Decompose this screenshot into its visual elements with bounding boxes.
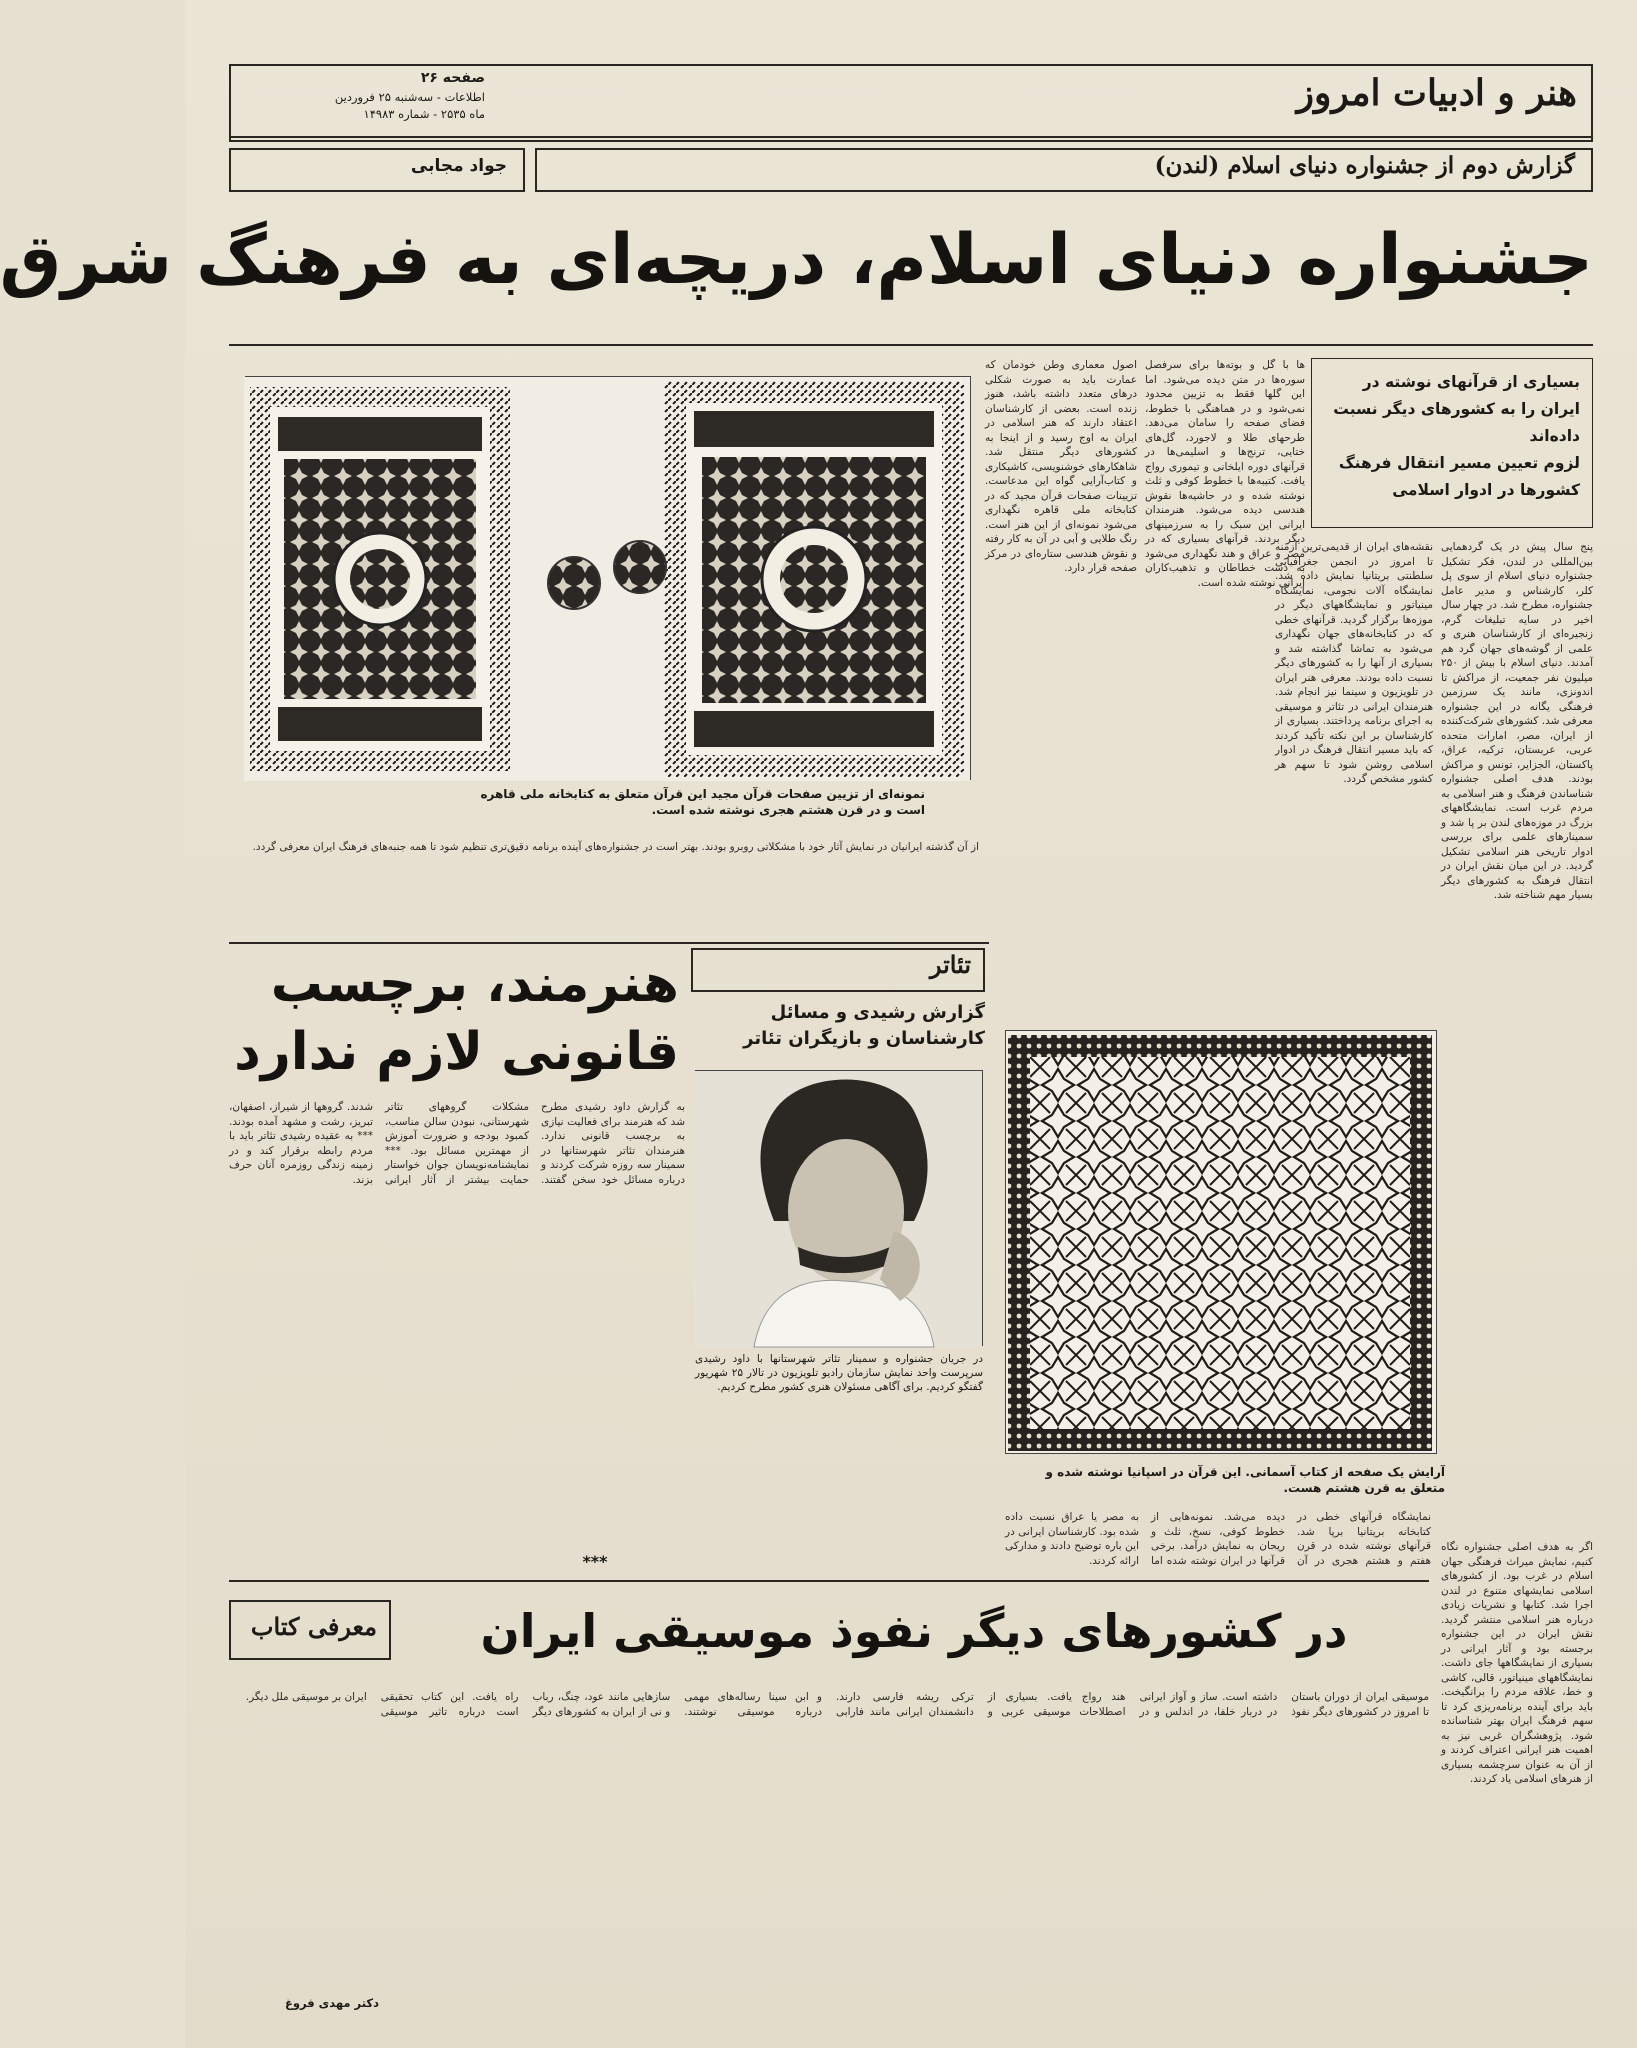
quran-pages-image	[245, 376, 971, 780]
highlight-line: داده‌اند	[1529, 427, 1580, 445]
issue-line: ماه ۲۵۳۵ - شماره ۱۴۹۸۳	[363, 107, 485, 121]
music-headline: در کشورهای دیگر نفوذ موسیقی ایران	[480, 1604, 1348, 1658]
theatre-text: به گزارش داود رشیدی مطرح شد که هنرمند برای فعالیت نیازی به برچسب قانونی ندارد. هنرمندان تئاتر شهرستانها در سمینار سه روزه شرکت کردند و درباره مسائل خود سخن گفتند. مشکلات گروههای تئاتر شهرستانی، نبودن سالن مناسب، کمبود بودجه و ضرورت آموزش از مهمترین مسائل بود. *** نمایشنامه‌نویسان جوان خواستار حمایت بیشتر از آثار ایرانی شدند. گروهها از شیراز، اصفهان، تبریز، رشت و مشهد آمده بودند. *** به عقیده رشیدی تئاتر باید با مردم رابطه برقرار کند و در زمینه زندگی روزمره آنان حرف بزند.	[229, 1101, 685, 1186]
report-kicker: گزارش دوم از جشنواره دنیای اسلام (لندن)	[1154, 152, 1575, 179]
music-signature: دکتر مهدی فروغ	[284, 1996, 379, 2010]
theatre-rule	[229, 942, 989, 944]
highlight-line: بسیاری از قرآنهای نوشته در	[1362, 373, 1580, 391]
ornament-image	[1005, 1030, 1437, 1454]
ornament-illustration	[1004, 1031, 1436, 1455]
headline-rule	[229, 344, 1593, 346]
body-misc: از آن گذشته ایرانیان در نمایش آثار خود با مشکلاتی روبرو بودند. بهتر است در جشنواره‌های آینده برنامه دقیق‌تری تنظیم شود تا همه جنبه‌های فرهنگ ایران معرفی گردد.	[252, 841, 979, 853]
quran-pages-illustration	[244, 377, 970, 781]
theatre-label: تئاتر	[929, 950, 971, 979]
theatre-headline-2: قانونی لازم ندارد	[234, 1022, 679, 1082]
page-number: صفحه ۲۶	[420, 70, 485, 86]
music-label: معرفی کتاب	[250, 1612, 377, 1641]
quran-column: نمایشگاه قرآنهای خطی در کتابخانه بریتانیا برپا شد. قرآنهای نوشته شده در قرن هفتم و هشتم هجری در آن دیده می‌شد. نمونه‌هایی از خطوط کوفی، نسخ، ثلث و ریحان به نمایش درآمد. برخی قرآنها در ایران نوشته شده اما به مصر یا عراق نسبت داده شده بود. کارشناسان ایرانی در این باره توضیح دادند و مدارکی ارائه کردند.	[1005, 1511, 1431, 1567]
theatre-headline-1: هنرمند، برچسب	[270, 954, 679, 1014]
theatre-stars: ***	[582, 1552, 608, 1571]
body-column-4: اصول معماری وطن خودمان که عمارت باید به صورت شکلی درهای متعدد داشته باشد، هنوز زنده است. بعضی از کارشناسان اعتقاد دارند که هنر اسلامی در ایران به اوج رسید و از اینجا به کشورهای دیگر منتقل شد. شاهکارهای خوشنویسی، کاشیکاری و کتاب‌آرایی گواه این مدعاست. تزیینات صفحات قرآن مجید که در کتابخانه ملی قاهره نگهداری می‌شود نمونه‌ای از این هنر است. رنگ طلایی و آبی در آن به کار رفته و نقوش هندسی ستاره‌ای در مرکز صفحه قرار دارد.	[985, 359, 1137, 574]
quran-pages-caption: نمونه‌ای از تزیین صفحات قرآن مجید این قرآن متعلق به کتابخانه ملی قاهره است و در قرن هشتم هجری نوشته شده است.	[480, 787, 925, 817]
section-title: هنر و ادبیات امروز	[1296, 72, 1577, 114]
highlight-line: کشورها در ادوار اسلامی	[1392, 481, 1580, 499]
highlight-line: لزوم تعیین مسیر انتقال فرهنگ	[1338, 454, 1580, 472]
masthead-rule	[229, 136, 1593, 138]
portrait-illustration	[694, 1071, 982, 1347]
body-column-2: نقشه‌های ایران از قدیمی‌ترین ازمنه تا امروز در انجمن جغرافیایی سلطنتی بریتانیا نمایش داده شد. نمایشگاه آلات نجومی، نمایشگاه مینیاتور و نمایشگاههای دیگر در موزه‌ها برگزار گردید. قرآنهای خطی که در کتابخانه‌های جهان نگهداری می‌شود به تماشا گذاشته شد و بسیاری از آنها را به کشورهای دیگر نسبت داده بودند. معرفی هنر ایران در تلویزیون و سینما نیز انجام شد. هنرمندان ایرانی در تئاتر و موسیقی به اجرای برنامه پرداختند. بسیاری از کارشناسان بر این نکته تأکید کردند که باید مسیر انتقال فرهنگ در ادوار اسلامی روشن شود تا سهم هر کشور مشخص گردد.	[1275, 541, 1433, 785]
body-column-right-long: اگر به هدف اصلی جشنواره نگاه کنیم، نمایش میراث فرهنگی جهان اسلام در غرب بود. از کشورهای اسلامی نمایشهای متنوع در لندن اجرا شد. کتابها و نشریات زیادی درباره هنر اسلامی منتشر گردید. نقش ایران در این جشنواره برجسته بود و آثار ایرانی در بسیاری از نمایشگاهها جای داشت. نمایشگاههای مینیاتور، قالی، کاشی و خط، علاقه مردم را برانگیخت. باید برای آینده برنامه‌ریزی کرد تا سهم فرهنگ ایران بهتر شناسانده شود. پژوهشگران غربی نیز به اهمیت هنر ایرانی اعتراف کردند و از آن به عنوان سرچشمه بسیاری از هنرهای اسلامی یاد کردند.	[1441, 1541, 1593, 1785]
report-author: جواد مجابی	[410, 156, 507, 176]
music-rule	[229, 1580, 1429, 1582]
body-column-1: پنج سال پیش در یک گردهمایی بین‌المللی در لندن، فکر تشکیل جشنواره دنیای اسلام از سوی پل کلر، کارشناس و مدیر عامل جشنواره، مطرح شد. در چهار سال اخیر در سایه تبلیغات گرم، زنجیره‌ای از کارشناسان هنری و علمی از گوشه‌های جهان گرد هم آمدند. دنیای اسلام با بیش از ۲۵۰ میلیون نفر جمعیت، از مراکش تا اندونزی، مانند یک سرزمین فرهنگی یگانه در این جشنواره معرفی شد. کشورهای شرکت‌کننده از ایران، مصر، امارات متحده عربی، عربستان، ترکیه، عراق، پاکستان، الجزایر، تونس و مراکش بودند. هدف اصلی جشنواره شناساندن فرهنگ و هنر اسلامی به مردم غرب است. نمایشگاههای بزرگ در موزه‌های لندن بر پا شد و سمینارهای علمی برای بررسی ادوار تاریخی هنر اسلامی تشکیل گردید. در این میان نقش ایران در انتقال فرهنگ به کشورهای دیگر بسیار مهم شناخته شد.	[1441, 541, 1593, 901]
date-line: اطلاعات - سه‌شنبه ۲۵ فروردین	[334, 90, 485, 104]
theatre-byline: گزارش رشیدی و مسائل کارشناسان و بازیگران تئاتر	[743, 1002, 985, 1049]
theatre-photo	[695, 1070, 983, 1346]
music-text: موسیقی ایران از دوران باستان تا امروز در کشورهای دیگر نفوذ داشته است. ساز و آواز ایرانی در دربار خلفا، در اندلس و در هند رواج یافت. بسیاری از اصطلاحات موسیقی عربی و ترکی ریشه فارسی دارند. دانشمندان ایرانی مانند فارابی و ابن سینا رساله‌های مهمی درباره موسیقی نوشتند. سازهایی مانند عود، چنگ، رباب و نی از ایران به کشورهای دیگر راه یافت. این کتاب تحقیقی است درباره تاثیر موسیقی ایران بر موسیقی ملل دیگر.	[245, 1691, 1429, 1718]
body-column-3: ها با گل و بوته‌ها برای سرفصل سوره‌ها در متن دیده می‌شود. اما این گلها فقط به تزیین محدود نمی‌شود و در هماهنگی با خطوط، فضای صفحه را سامان می‌دهد. طرحهای طلا و لاجورد، گل‌های ختایی، ترنج‌ها و اسلیمی‌ها در قرآنهای دوره ایلخانی و تیموری رواج یافت. کتیبه‌ها با خطوط کوفی و ثلث نوشته شده و در حاشیه‌ها نقوش هندسی دیده می‌شود. هنرمندان ایرانی این سبک را به سرزمینهای دیگر بردند. قرآنهای بسیاری که در مصر و عراق و هند نگهداری می‌شود به دست خطاطان و تذهیب‌کاران ایرانی نوشته شده است.	[1145, 359, 1305, 589]
highlight-line: ایران را به کشورهای دیگر نسبت	[1333, 400, 1580, 418]
ornament-caption: آرایش یک صفحه از کتاب آسمانی. این قرآن در اسپانیا نوشته شده و متعلق به قرن هشتم هست.	[1045, 1465, 1445, 1495]
highlight-box	[1311, 358, 1593, 528]
photo-caption: در جریان جشنواره و سمینار تئاتر شهرستانها با داود رشیدی سرپرست واحد نمایش سازمان رادیو تلویزیون در تالار ۲۵ شهریور گفتگو کردیم. برای آگاهی مسئولان هنری کشور مطرح کردیم.	[695, 1353, 983, 1393]
report-headline: جشنواره دنیای اسلام، دریچه‌ای به فرهنگ شرق	[0, 220, 1593, 300]
